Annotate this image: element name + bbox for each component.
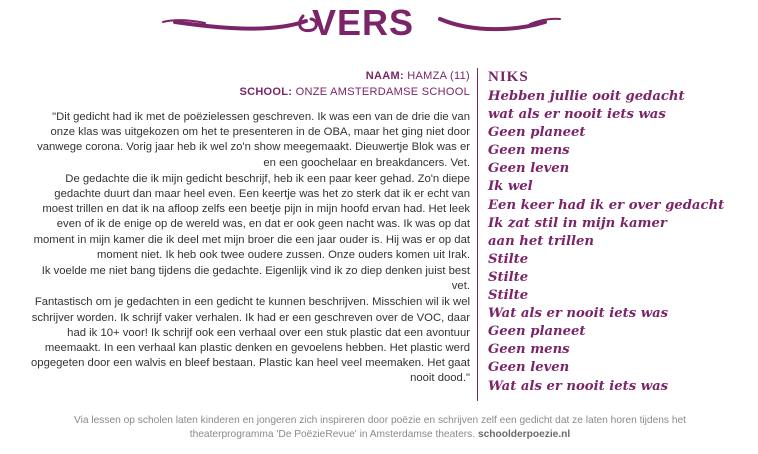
poem-line: Stilte — [488, 269, 529, 285]
author-name-label: NAAM: — [365, 70, 404, 82]
poem-line: Wat als er nooit iets was — [488, 378, 669, 394]
statement-paragraph: De gedachte die ik mijn gedicht beschrijf, heb ik een paar keer gehad. Zo'n diepe gedachte duurt dan maar heel even. Een keertje was het zo sterk dat ik er echt van moest trillen en dat ik na afloop zelfs een beetje pijn in mijn hoofd ervan had. Het leek even of ik de enige op de wereld was, en dat er ook geen nacht was. Ik was op dat moment in mijn kamer die ik deel met mijn broer die een jaar ouder is. Hij was er op dat moment niet. Ik heb ook twee oudere zussen. Onze ouders komen uit Irak. — [33, 172, 470, 261]
statement-paragraph: Fantastisch om je gedachten in een gedicht te kunnen beschrijven. Misschien wil ik wel schrijver worden. Ik schrijf vaker verhalen. Ik had er een geschreven over de VOC, daar had ik 10+ voor! Ik schrijf ook een verhaal over een stuk plastic dat een avontuur meemaakt. In een verhaal kan plastic denken en gevoelens hebben. Het plastic werd opgegeten door een walvis en bleef bestaan. Plastic kan heel veel meemaken. Het gaat nooit dood." — [31, 296, 470, 385]
column-divider — [477, 68, 478, 401]
poem-line: Een keer had ik er over gedacht — [488, 197, 725, 213]
page-title: VERS — [312, 2, 415, 43]
poem-title: NIKS — [488, 69, 529, 85]
poem-line: Geen mens — [488, 342, 570, 358]
poem-line: Ik wel — [488, 179, 533, 195]
poem — [488, 66, 748, 396]
poem-line: wat als er nooit iets was — [488, 107, 666, 123]
footer-link[interactable]: schoolderpoezie.nl — [477, 429, 571, 440]
author-statement — [30, 110, 470, 388]
footer-text: Via lessen op scholen laten kinderen en jongeren zich inspireren door poëzie en schrijven zelf een gedicht dat ze laten horen tijdens het theaterprogramma 'De PoëzieRevue' in Amsterdamse theaters. — [73, 415, 687, 440]
poem-line: Geen mens — [488, 143, 570, 159]
poem-line: Wat als er nooit iets was — [488, 306, 669, 322]
author-school-value: ONZE AMSTERDAMSE SCHOOL — [295, 86, 470, 98]
author-school-label: SCHOOL: — [239, 86, 293, 98]
poem-line: Stilte — [488, 251, 529, 267]
page-header — [0, 0, 758, 50]
author-school — [239, 86, 470, 98]
poem-line: Geen leven — [488, 360, 570, 376]
poem-line: Geen planeet — [488, 125, 586, 141]
author-name-value: HAMZA (11) — [407, 70, 470, 82]
page-footer — [60, 414, 700, 442]
poem-line: aan het trillen — [488, 233, 594, 249]
poem-line: Ik zat stil in mijn kamer — [488, 215, 667, 231]
poem-line: Stilte — [488, 288, 529, 304]
poem-line: Geen planeet — [488, 324, 586, 340]
statement-paragraph: Ik voelde me niet bang tijdens die gedachte. Eigenlijk vind ik zo diep denken juist best vet. — [41, 265, 470, 293]
statement-paragraph: "Dit gedicht had ik met de poëzielessen geschreven. Ik was een van de drie die van onze klas was uitgekozen om het te presenteren in de OBA, maar het ging niet door vanwege corona. Vorig jaar heb ik wel zo'n show meegemaakt. Dieuwertje Blok was er en een goochelaar en breakdancers. Vet. — [37, 111, 470, 169]
poem-line: Hebben jullie ooit gedacht — [488, 89, 685, 104]
poem-line: Geen leven — [488, 161, 570, 177]
author-name — [366, 70, 470, 82]
